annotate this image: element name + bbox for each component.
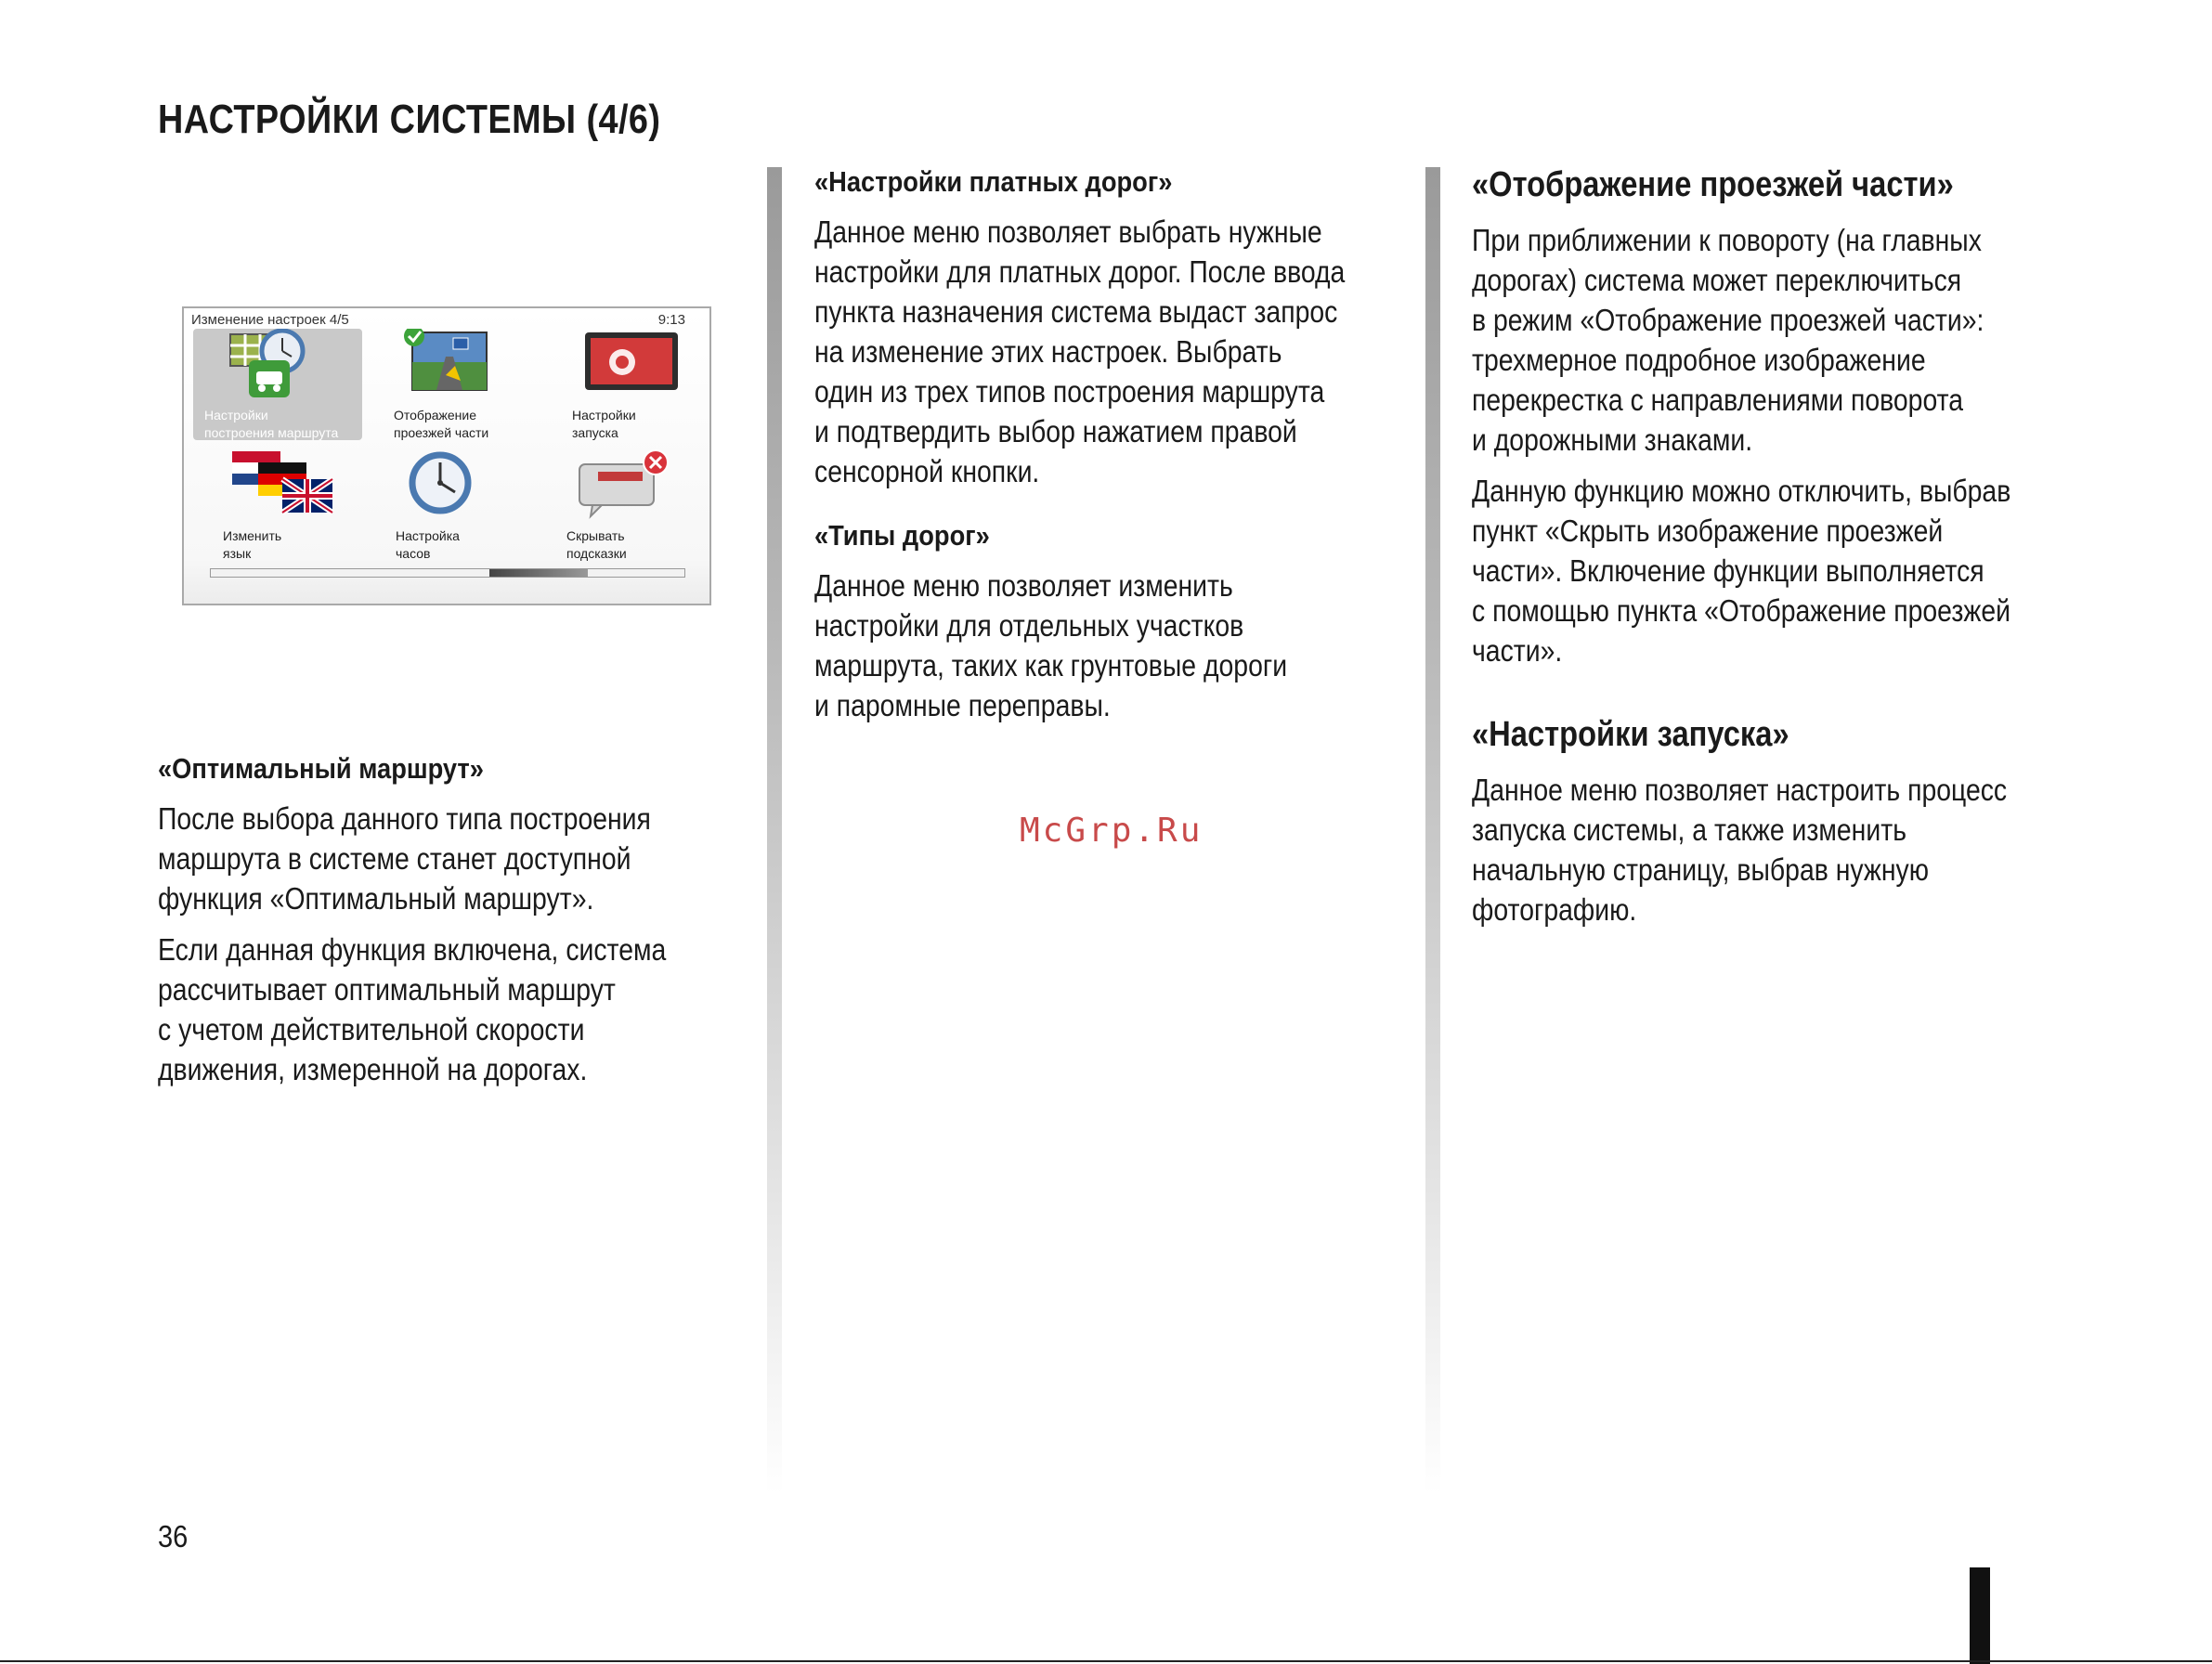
watermark: McGrp.Ru: [1020, 812, 1204, 850]
tile-label: Изменить язык: [223, 528, 282, 561]
clock-icon: [403, 449, 524, 524]
column-middle: [814, 165, 1409, 736]
lane-view-icon: [401, 329, 522, 403]
column-divider: [1425, 167, 1440, 1495]
edge-tab-marker: [1970, 1567, 1990, 1664]
hide-tips-icon: [574, 449, 695, 524]
paragraph: Данное меню позволяет изменить настройки для отдельных участков маршрута, таких как грунтовые дороги и паромные переправы.: [814, 568, 1288, 722]
paragraph: Данную функцию можно отключить, выбрав пункт «Скрыть изображение проезжей части». Включение функции выполняется с помощью пункта «Отображение проезжей части».: [1472, 474, 2011, 668]
paragraph: Данное меню позволяет выбрать нужные настройки для платных дорог. После ввода пункта назначения система выдаст запрос на изменение этих настроек. Выбрать один из трех типов построения маршрута и подтвердить выбор нажатием правой сенсорной кнопки.: [814, 214, 1346, 488]
screen-time: 9:13: [657, 312, 685, 328]
paragraph: Если данная функция включена, система рассчитывает оптимальный маршрут с учетом действительной скорости движения, измеренной на дорогах.: [158, 932, 667, 1086]
heading-lane-view: «Отображение проезжей части»: [1472, 165, 1954, 204]
paragraph: При приближении к повороту (на главных дорогах) система может переключиться в режим «Отображение проезжей части»: трехмерное подробное изображение перекрестка с направлениями поворота и дорожными знаками.: [1472, 223, 1984, 457]
tile-label: Скрывать подсказки: [566, 528, 627, 561]
heading-road-types: «Типы дорог»: [814, 519, 990, 552]
heading-optimal-route: «Оптимальный маршрут»: [158, 752, 484, 785]
tile-label: Настройки построения маршрута: [204, 408, 339, 440]
tile-startup[interactable]: [561, 329, 730, 440]
column-right: [1472, 165, 2066, 941]
bottom-rule: [0, 1660, 2212, 1662]
page-title: НАСТРОЙКИ СИСТЕМЫ (4/6): [158, 97, 661, 142]
tile-clock[interactable]: [384, 449, 553, 561]
column-divider: [767, 167, 782, 1495]
tile-language[interactable]: [212, 449, 381, 561]
settings-screen-figure: [182, 306, 711, 605]
heading-toll-roads: «Настройки платных дорог»: [814, 165, 1173, 198]
paragraph: После выбора данного типа построения маршрута в системе станет доступной функция «Оптимальный маршрут».: [158, 801, 651, 916]
page-number: 36: [158, 1519, 189, 1554]
tile-route-settings[interactable]: [193, 329, 362, 440]
tile-label: Отображение проезжей части: [394, 408, 489, 440]
flags-icon: [230, 449, 351, 524]
column-left: [158, 752, 752, 1100]
startup-icon: [579, 329, 700, 403]
scroll-thumb[interactable]: [489, 569, 588, 577]
tile-label: Настройки запуска: [572, 408, 636, 440]
heading-startup-settings: «Настройки запуска»: [1472, 715, 1789, 754]
tile-hide-tips[interactable]: [555, 449, 724, 561]
paragraph: Данное меню позволяет настроить процесс запуска системы, а также изменить начальную страницу, выбрав нужную фотографию.: [1472, 773, 2008, 927]
route-settings-icon: [212, 329, 332, 403]
tile-label: Настройка часов: [396, 528, 460, 561]
tile-lane-view[interactable]: [383, 329, 552, 440]
screen-scrollbar[interactable]: [210, 568, 685, 578]
screen-header: Изменение настроек 4/5: [191, 312, 349, 328]
